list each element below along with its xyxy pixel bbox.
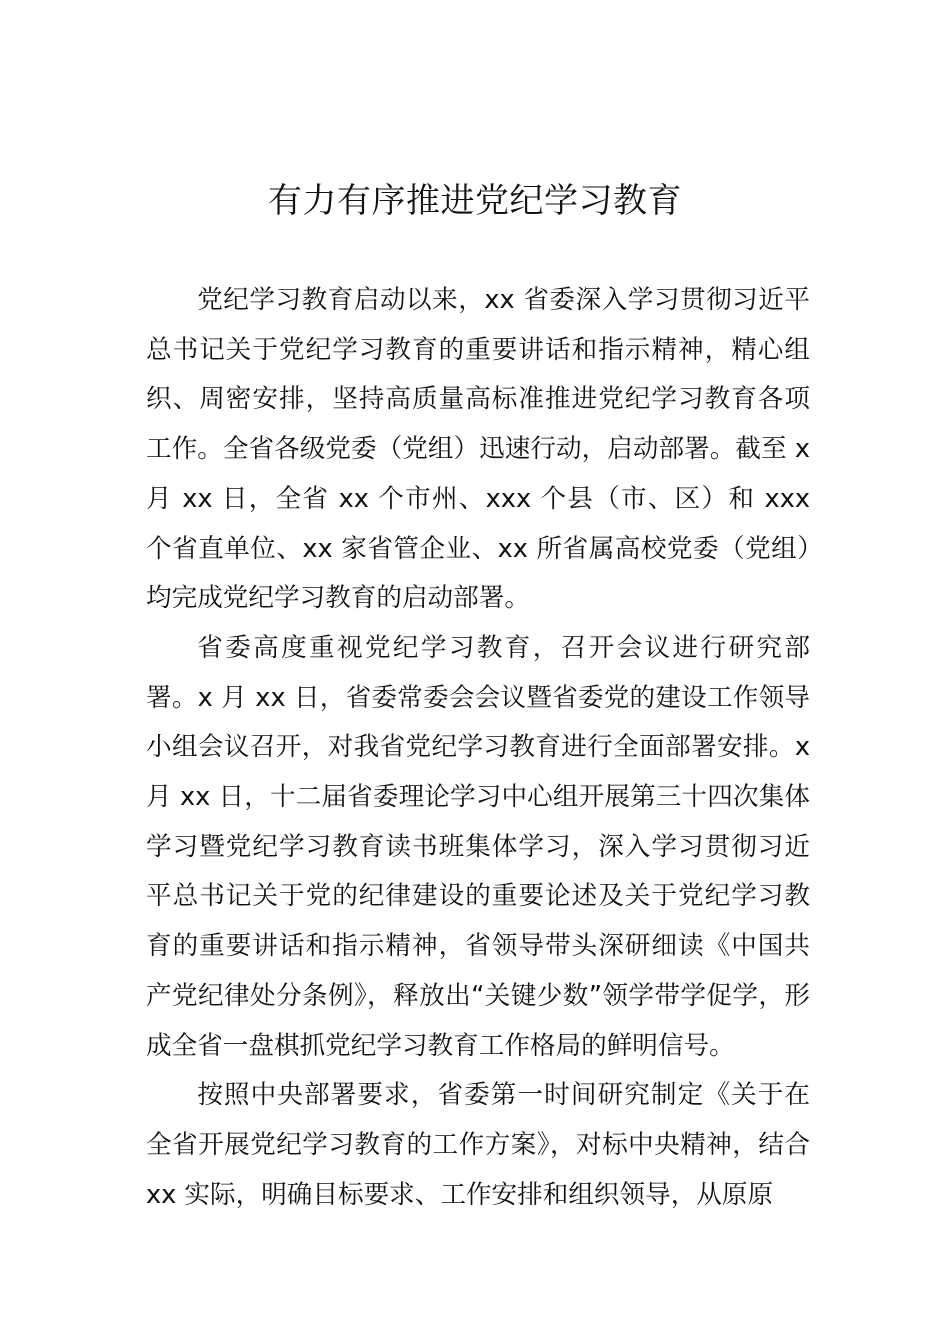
document-title: 有力有序推进党纪学习教育 — [268, 181, 682, 221]
paragraph: 党纪学习教育启动以来，xx 省委深入学习贯彻习近平总书记关于党纪学习教育的重要讲话和指示精神，精心组织、周密安排，坚持高质量高标准推进党纪学习教育各项工作。全省各级党委（党组）迅速行动，启动部署。截至 x 月 xx 日，全省 xx 个市州、xxx 个县（市、区）和 xxx 个省直单位、xx 家省管企业、xx 所省属高校党委（党组）均完成党纪学习教育的启动部署。 — [146, 285, 810, 614]
paragraph: 省委高度重视党纪学习教育，召开会议进行研究部署。x 月 xx 日，省委常委会会议暨省委党的建设工作领导小组会议召开，对我省党纪学习教育进行全面部署安排。x 月 xx 日，十二届省委理论学习中心组开展第三十四次集体学习暨党纪学习教育读书班集体学习，深入学习贯彻习近平总书记关于党的纪律建设的重要论述及关于党纪学习教育的重要讲话和指示精神，省领导带头深研细读《中国共产党纪律处分条例》，释放出“关键少数”领学带学促学，形成全省一盘棋抓党纪学习教育工作格局的鲜明信号。 — [146, 632, 810, 1061]
document-body — [146, 276, 810, 1220]
paragraph: 按照中央部署要求，省委第一时间研究制定《关于在全省开展党纪学习教育的工作方案》，对标中央精神，结合 xx 实际，明确目标要求、工作安排和组织领导，从原原 — [146, 1080, 810, 1210]
